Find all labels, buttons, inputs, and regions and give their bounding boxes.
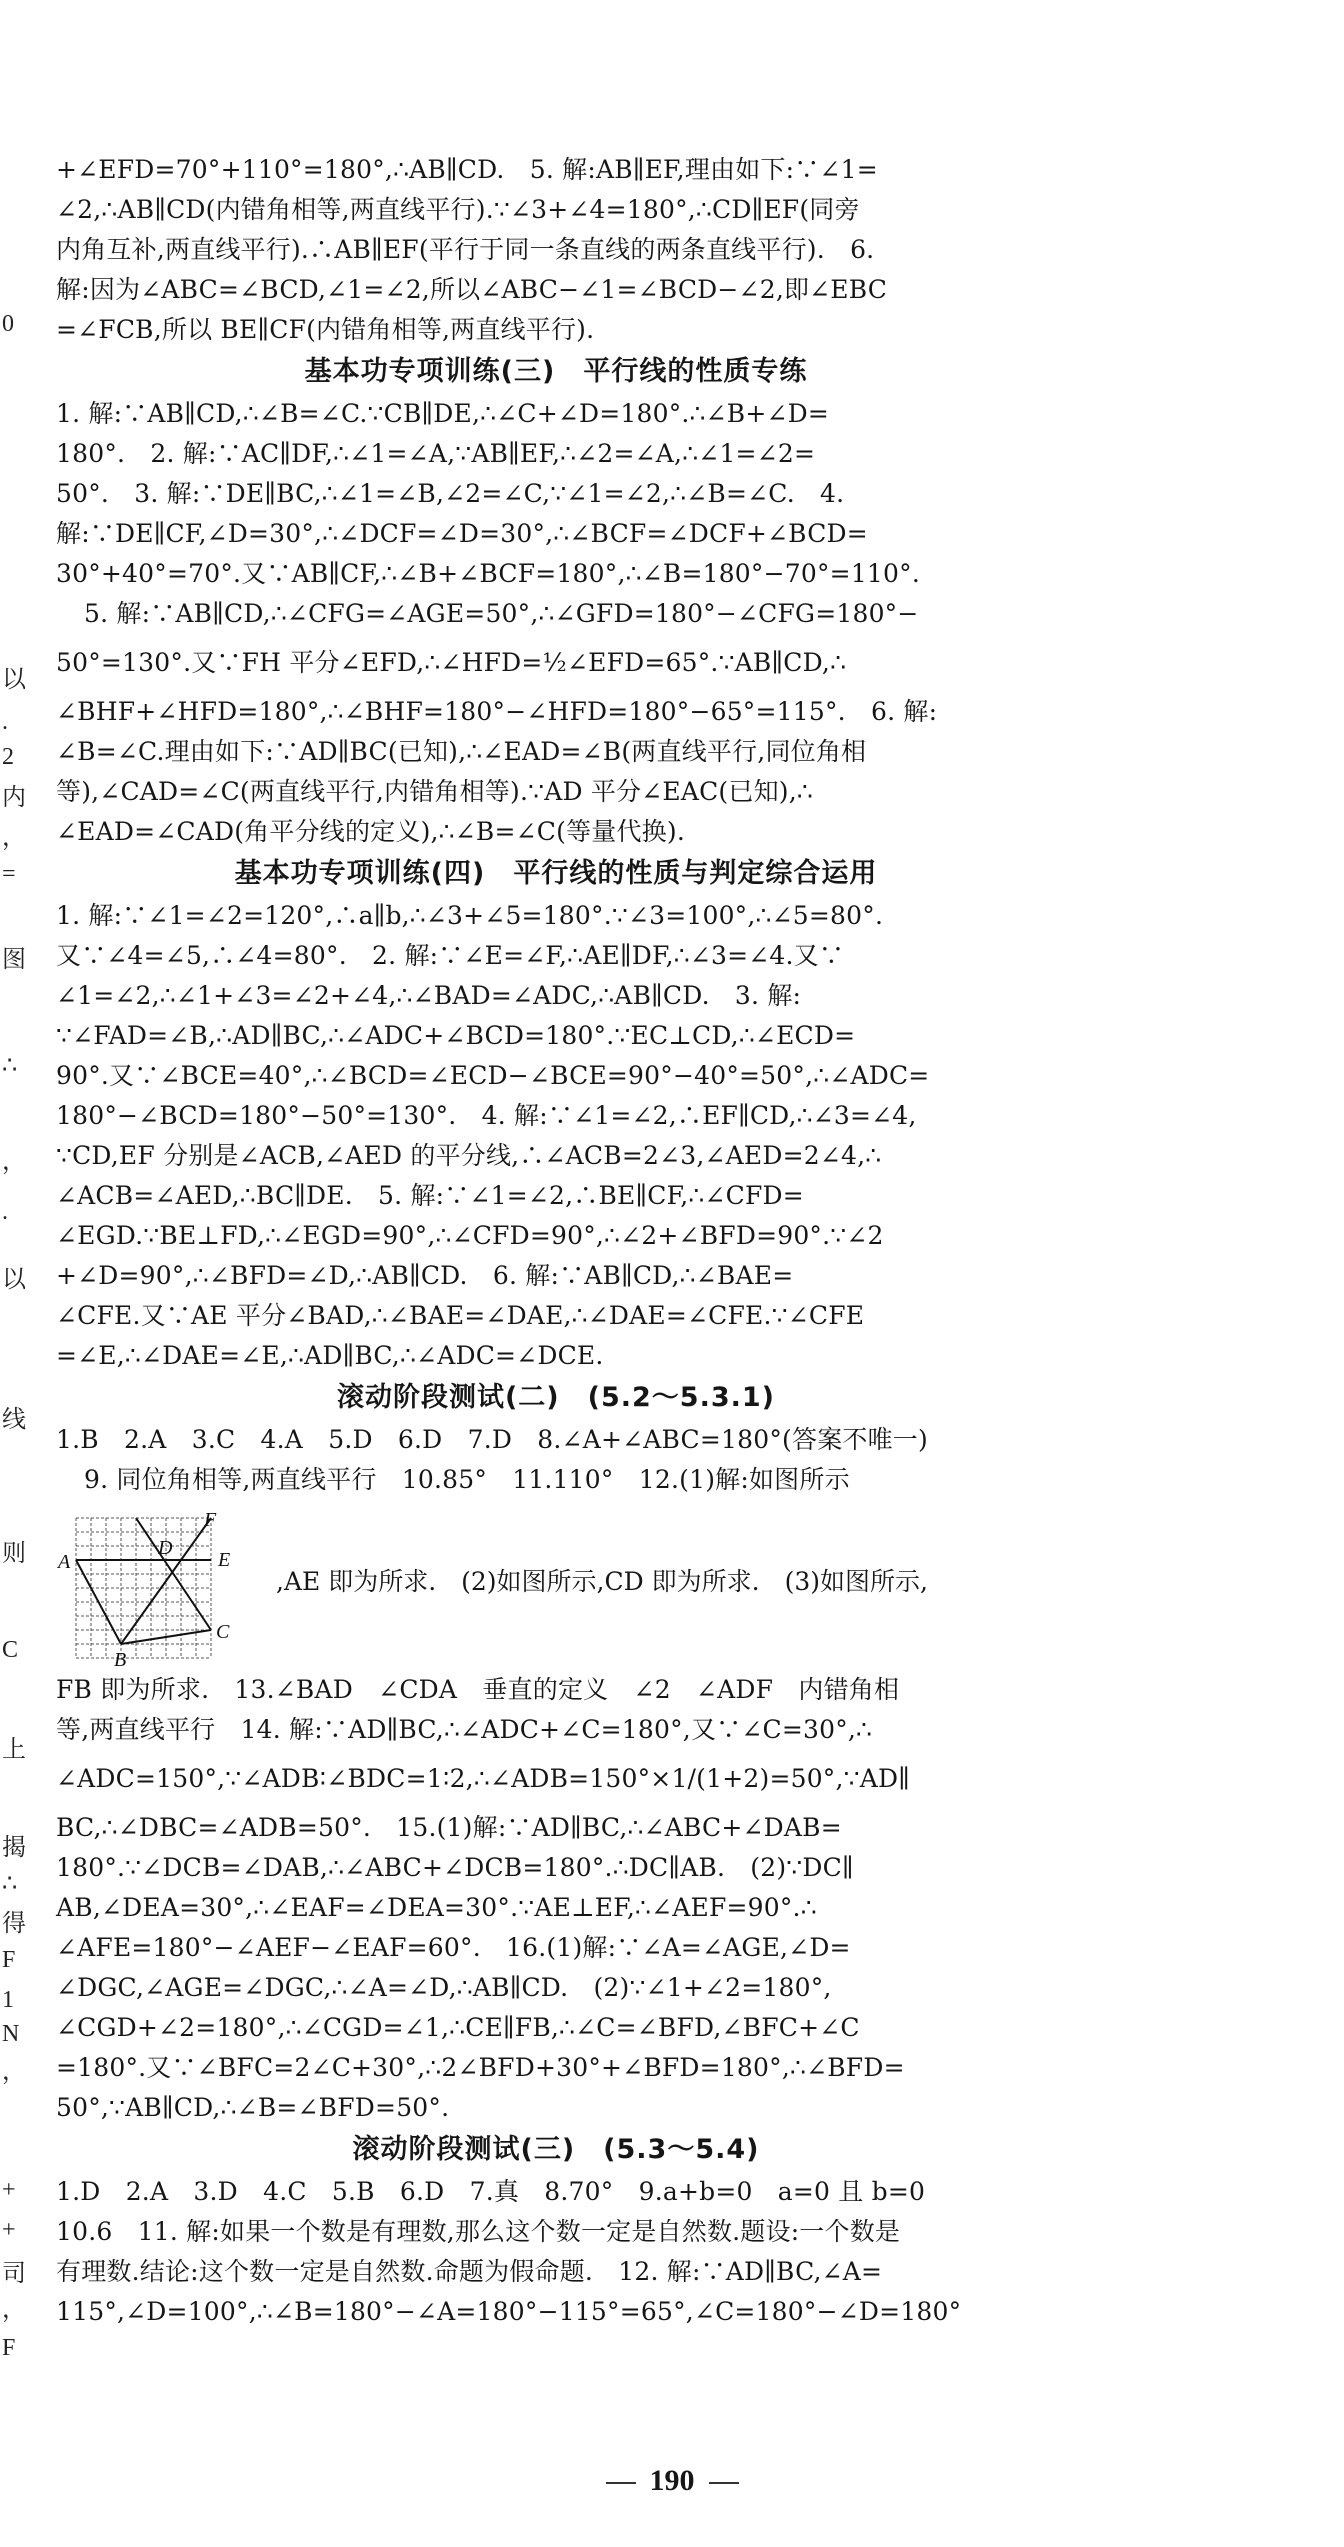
- text-line: 50°=130°.又∵FH 平分∠EFD,∴∠HFD=½∠EFD=65°.∵AB∥CD,∴: [56, 648, 847, 677]
- label-c: C: [216, 1621, 230, 1643]
- grid-lines: [76, 1518, 211, 1658]
- margin-char: .: [2, 709, 8, 735]
- text-line: ∠EGD.∵BE⊥FD,∴∠EGD=90°,∴∠CFD=90°,∴∠2+∠BFD=90°.∵∠2: [56, 1221, 884, 1250]
- text-line: FB 即为所求. 13.∠BAD ∠CDA 垂直的定义 ∠2 ∠ADF 内错角相: [56, 1675, 900, 1704]
- figure-segments: [76, 1518, 211, 1644]
- margin-char: ∴: [2, 1053, 18, 1079]
- section-heading-5: 滚动阶段测试(二) (5.2～5.3.1): [336, 1382, 776, 1413]
- margin-char: 则: [2, 1541, 26, 1567]
- page-number: 190: [0, 2464, 1344, 2498]
- margin-char: ，: [2, 2059, 26, 2085]
- text-line: BC,∴∠DBC=∠ADB=50°. 15.(1)解:∵AD∥BC,∴∠ABC+∠DAB=: [56, 1813, 842, 1842]
- margin-char: 揭: [2, 1835, 26, 1861]
- text-line: 9. 同位角相等,两直线平行 10.85° 11.110° 12.(1)解:如图所示: [84, 1465, 850, 1494]
- text-line: ∵CD,EF 分别是∠ACB,∠AED 的平分线,∴∠ACB=2∠3,∠AED=2∠4,∴: [56, 1141, 882, 1170]
- text-line: ∠B=∠C.理由如下:∵AD∥BC(已知),∴∠EAD=∠B(两直线平行,同位角相: [56, 737, 867, 766]
- label-e: E: [218, 1549, 231, 1571]
- margin-char: 线: [2, 1407, 26, 1433]
- margin-char: .: [2, 1199, 8, 1225]
- text-line: ∠ACB=∠AED,∴BC∥DE. 5. 解:∵∠1=∠2,∴BE∥CF,∴∠CFD=: [56, 1181, 804, 1210]
- text-line: =∠E,∴∠DAE=∠E,∴AD∥BC,∴∠ADC=∠DCE.: [56, 1341, 604, 1370]
- text-line: 50°,∵AB∥CD,∴∠B=∠BFD=50°.: [56, 2093, 450, 2122]
- text-line: ∠1=∠2,∴∠1+∠3=∠2+∠4,∴∠BAD=∠ADC,∴AB∥CD. 3. 解:: [56, 981, 802, 1010]
- margin-char: 司: [2, 2261, 26, 2287]
- text-line: 1.D 2.A 3.D 4.C 5.B 6.D 7.真 8.70° 9.a+b=0 a=0 且 b=0: [56, 2177, 926, 2206]
- text-line: ∠CGD+∠2=180°,∴∠CGD=∠1,∴CE∥FB,∴∠C=∠BFD,∠BFC+∠C: [56, 2013, 860, 2042]
- margin-char: F: [2, 1947, 16, 1973]
- text-line: 180°.∵∠DCB=∠DAB,∴∠ABC+∠DCB=180°.∴DC∥AB. (2)∵DC∥: [56, 1853, 854, 1882]
- label-f: F: [204, 1509, 217, 1531]
- grid-figure: [56, 1508, 256, 1668]
- margin-char: 得: [2, 1911, 26, 1937]
- margin-char: 上: [2, 1737, 26, 1763]
- text-line: 解:∵DE∥CF,∠D=30°,∴∠DCF=∠D=30°,∴∠BCF=∠DCF+∠BCD=: [56, 519, 868, 548]
- margin-char: C: [2, 1637, 19, 1663]
- margin-char: +: [2, 2217, 16, 2243]
- text-line: ∠2,∴AB∥CD(内错角相等,两直线平行).∵∠3+∠4=180°,∴CD∥EF(同旁: [56, 195, 860, 224]
- margin-char: 2: [2, 744, 14, 770]
- left-margin-fragments: [0, 0, 26, 2547]
- section-heading-4: 基本功专项训练(四) 平行线的性质与判定综合运用: [234, 858, 878, 889]
- margin-char: 0: [2, 311, 14, 337]
- text-line: +∠EFD=70°+110°=180°,∴AB∥CD. 5. 解:AB∥EF,理由如下:∵∠1=: [56, 155, 878, 184]
- text-line: 等),∠CAD=∠C(两直线平行,内错角相等).∵AD 平分∠EAC(已知),∴: [56, 777, 813, 806]
- figure-caption-text: ,AE 即为所求. (2)如图所示,CD 即为所求. (3)如图所示,: [276, 1567, 928, 1596]
- margin-char: ，: [2, 1149, 26, 1175]
- margin-char: ，: [2, 2297, 26, 2323]
- margin-char: 内: [2, 785, 26, 811]
- margin-char: ，: [2, 825, 26, 851]
- text-line: 180°. 2. 解:∵AC∥DF,∴∠1=∠A,∵AB∥EF,∴∠2=∠A,∴∠1=∠2=: [56, 439, 816, 468]
- margin-char: +: [2, 2177, 16, 2203]
- label-a: A: [58, 1551, 71, 1573]
- text-line: 等,两直线平行 14. 解:∵AD∥BC,∴∠ADC+∠C=180°,又∵∠C=30°,∴: [56, 1715, 873, 1744]
- text-line: 180°−∠BCD=180°−50°=130°. 4. 解:∵∠1=∠2,∴EF∥CD,∴∠3=∠4,: [56, 1101, 917, 1130]
- text-line: =∠FCB,所以 BE∥CF(内错角相等,两直线平行).: [56, 315, 595, 344]
- text-line: 115°,∠D=100°,∴∠B=180°−∠A=180°−115°=65°,∠C=180°−∠D=180°: [56, 2297, 962, 2326]
- margin-char: F: [2, 2335, 16, 2361]
- margin-char: 以: [2, 1267, 26, 1293]
- page-content: [56, 150, 1056, 2332]
- text-line: 1.B 2.A 3.C 4.A 5.D 6.D 7.D 8.∠A+∠ABC=180°(答案不唯一): [56, 1425, 928, 1454]
- text-line: =180°.又∵∠BFC=2∠C+30°,∴2∠BFD+30°+∠BFD=180°,∴∠BFD=: [56, 2053, 905, 2082]
- text-line: 又∵∠4=∠5,∴∠4=80°. 2. 解:∵∠E=∠F,∴AE∥DF,∴∠3=∠4.又∵: [56, 941, 845, 970]
- text-line: 内角互补,两直线平行).∴AB∥EF(平行于同一条直线的两条直线平行). 6.: [56, 235, 875, 264]
- margin-char: 1: [2, 1987, 14, 2013]
- label-d: D: [158, 1537, 173, 1559]
- section-heading-6: 滚动阶段测试(三) (5.3～5.4): [352, 2134, 760, 2165]
- text-line: ∠EAD=∠CAD(角平分线的定义),∴∠B=∠C(等量代换).: [56, 817, 685, 846]
- text-line: 解:因为∠ABC=∠BCD,∠1=∠2,所以∠ABC−∠1=∠BCD−∠2,即∠EBC: [56, 275, 888, 304]
- text-line: ∵∠FAD=∠B,∴AD∥BC,∴∠ADC+∠BCD=180°.∵EC⊥CD,∴∠ECD=: [56, 1021, 856, 1050]
- section-heading-3: 基本功专项训练(三) 平行线的性质专练: [304, 356, 808, 387]
- margin-char: ∴: [2, 1871, 18, 1897]
- text-line: +∠D=90°,∴∠BFD=∠D,∴AB∥CD. 6. 解:∵AB∥CD,∴∠BAE=: [56, 1261, 794, 1290]
- label-b: B: [114, 1649, 127, 1668]
- text-line: ∠DGC,∠AGE=∠DGC,∴∠A=∠D,∴AB∥CD. (2)∵∠1+∠2=180°,: [56, 1973, 832, 2002]
- text-line: 10.6 11. 解:如果一个数是有理数,那么这个数一定是自然数.题设:一个数是: [56, 2217, 901, 2246]
- margin-char: =: [2, 861, 16, 887]
- text-line: ∠AFE=180°−∠AEF−∠EAF=60°. 16.(1)解:∵∠A=∠AGE,∠D=: [56, 1933, 851, 1962]
- text-line: 1. 解:∵AB∥CD,∴∠B=∠C.∵CB∥DE,∴∠C+∠D=180°.∴∠B+∠D=: [56, 399, 830, 428]
- text-line: 50°. 3. 解:∵DE∥BC,∴∠1=∠B,∠2=∠C,∵∠1=∠2,∴∠B=∠C. 4.: [56, 479, 845, 508]
- text-line: ∠BHF+∠HFD=180°,∴∠BHF=180°−∠HFD=180°−65°=115°. 6. 解:: [56, 697, 938, 726]
- text-line: 30°+40°=70°.又∵AB∥CF,∴∠B+∠BCF=180°,∴∠B=180°−70°=110°.: [56, 559, 920, 588]
- text-line: AB,∠DEA=30°,∴∠EAF=∠DEA=30°.∵AE⊥EF,∴∠AEF=90°.∴: [56, 1893, 817, 1922]
- text-line: 1. 解:∵∠1=∠2=120°,∴a∥b,∴∠3+∠5=180°.∵∠3=100°,∴∠5=80°.: [56, 901, 884, 930]
- text-line: ∠CFE.又∵AE 平分∠BAD,∴∠BAE=∠DAE,∴∠DAE=∠CFE.∵∠CFE: [56, 1301, 865, 1330]
- text-line: 90°.又∵∠BCE=40°,∴∠BCD=∠ECD−∠BCE=90°−40°=50°,∴∠ADC=: [56, 1061, 930, 1090]
- margin-char: 以: [2, 667, 26, 693]
- margin-char: N: [2, 2021, 20, 2047]
- text-line: 5. 解:∵AB∥CD,∴∠CFG=∠AGE=50°,∴∠GFD=180°−∠CFG=180°−: [84, 599, 919, 628]
- figure-row: [56, 1500, 1056, 1670]
- text-line: ∠ADC=150°,∵∠ADB∶∠BDC=1∶2,∴∠ADB=150°×1/(1+2)=50°,∵AD∥: [56, 1764, 911, 1793]
- text-line: 有理数.结论:这个数一定是自然数.命题为假命题. 12. 解:∵AD∥BC,∠A=: [56, 2257, 883, 2286]
- margin-char: 图: [2, 947, 26, 973]
